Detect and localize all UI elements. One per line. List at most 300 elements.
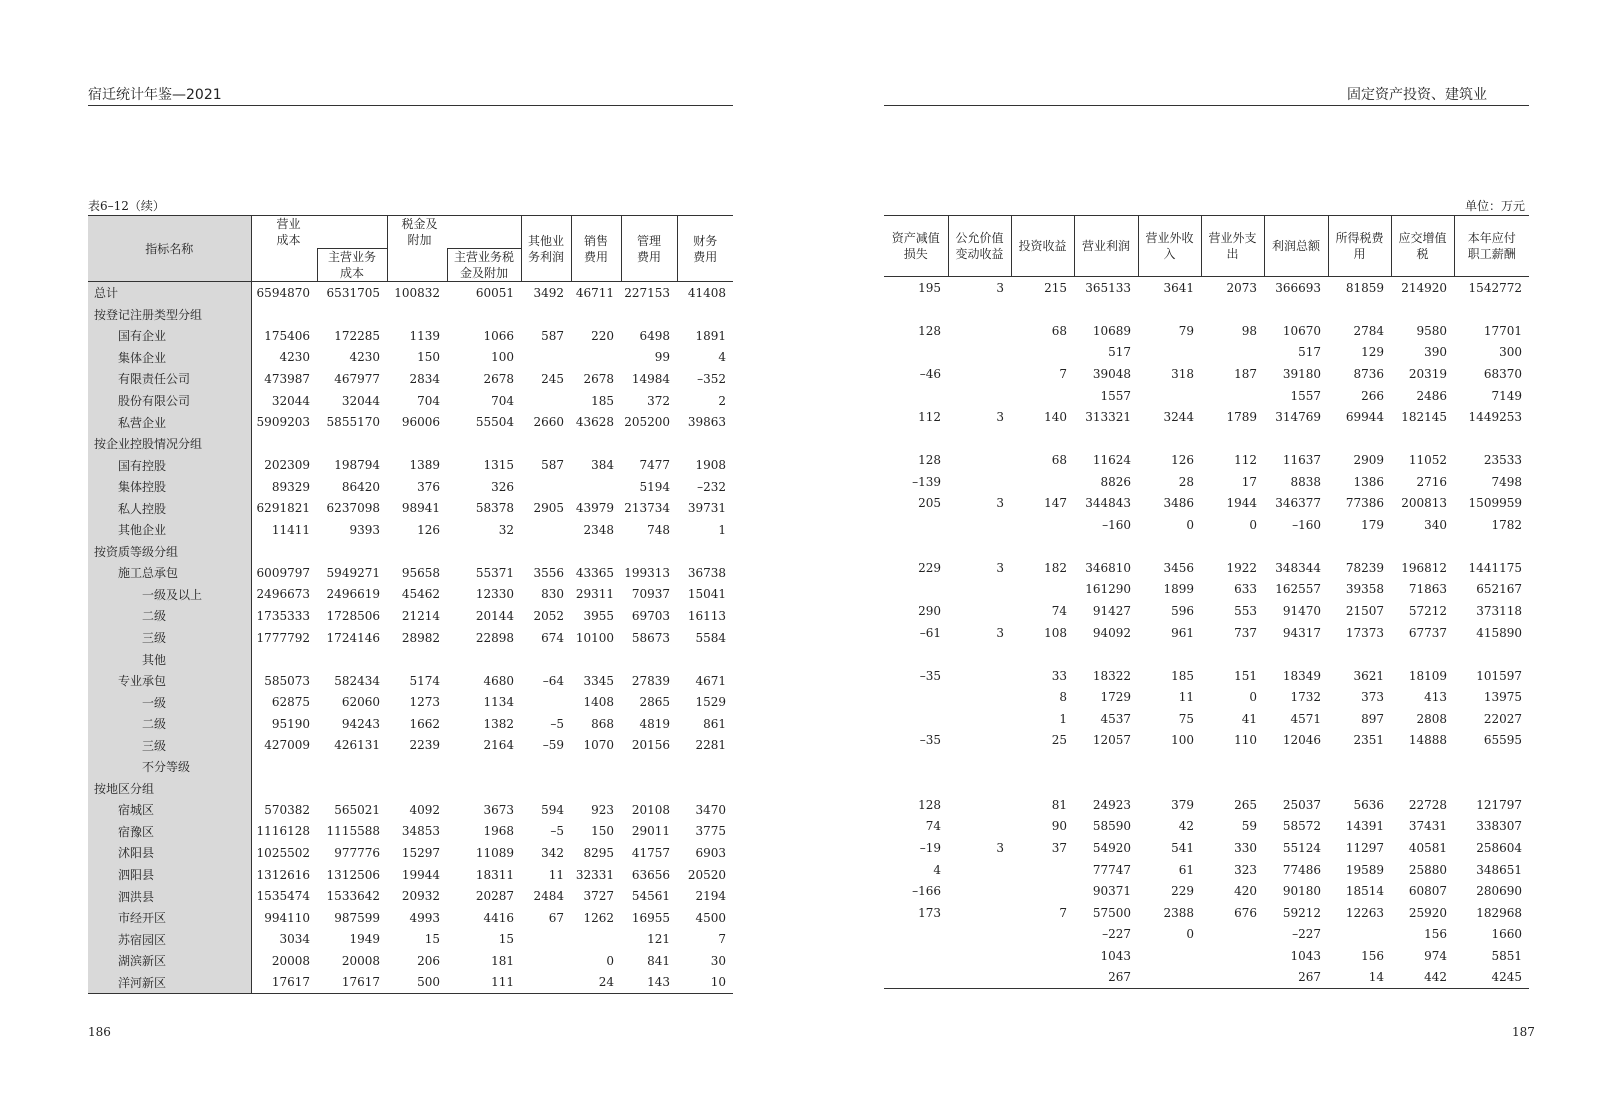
cell: 1116128 bbox=[256, 824, 310, 839]
cell bbox=[571, 433, 621, 455]
cell: 4537 bbox=[1100, 711, 1131, 726]
cell bbox=[1011, 945, 1074, 967]
cell bbox=[521, 928, 571, 950]
cell: –46 bbox=[919, 366, 941, 381]
cell: 59 bbox=[1241, 819, 1257, 834]
cell: 10689 bbox=[1092, 323, 1131, 338]
cell: 18109 bbox=[1408, 668, 1447, 683]
cell: 57500 bbox=[1092, 905, 1131, 920]
table-row bbox=[884, 514, 1529, 536]
cell bbox=[948, 363, 1011, 385]
cell bbox=[1074, 773, 1138, 795]
cell: 32331 bbox=[575, 867, 614, 882]
cell: 128 bbox=[918, 797, 941, 812]
table-row bbox=[88, 648, 733, 670]
cell: 1529 bbox=[695, 695, 726, 710]
cell bbox=[1328, 428, 1391, 450]
cell: 121 bbox=[647, 932, 670, 947]
cell: 570382 bbox=[264, 802, 310, 817]
cell bbox=[884, 773, 948, 795]
cell: 0 bbox=[1186, 517, 1194, 532]
cell bbox=[1264, 536, 1328, 558]
cell: 39731 bbox=[687, 501, 726, 516]
cell: 179 bbox=[1361, 517, 1384, 532]
cell: 596 bbox=[1171, 603, 1194, 618]
cell: 4680 bbox=[483, 673, 514, 688]
cell: 70937 bbox=[631, 587, 670, 602]
cell: 861 bbox=[703, 716, 726, 731]
cell: 63656 bbox=[631, 867, 670, 882]
cell bbox=[948, 536, 1011, 558]
cell bbox=[1138, 536, 1201, 558]
cell: 3486 bbox=[1163, 496, 1194, 511]
cell: 90371 bbox=[1092, 884, 1131, 899]
cell bbox=[251, 778, 317, 800]
cell: 58378 bbox=[475, 501, 514, 516]
cell: 1312616 bbox=[256, 867, 310, 882]
cell: 2716 bbox=[1416, 474, 1447, 489]
table-row bbox=[88, 304, 733, 326]
cell: 3 bbox=[996, 560, 1004, 575]
cell: 1557 bbox=[1100, 388, 1131, 403]
cell: 128 bbox=[918, 453, 941, 468]
cell: 9580 bbox=[1416, 323, 1447, 338]
cell: 21214 bbox=[401, 608, 440, 623]
cell: 182968 bbox=[1476, 905, 1522, 920]
cell: 330 bbox=[1234, 840, 1257, 855]
cell: 0 bbox=[1186, 927, 1194, 942]
cell: 373 bbox=[1361, 690, 1384, 705]
cell bbox=[948, 299, 1011, 321]
cell bbox=[317, 433, 387, 455]
cell: 19589 bbox=[1345, 862, 1384, 877]
row-label: 不分等级 bbox=[88, 756, 251, 778]
right-col-header: 投资收益 bbox=[1011, 216, 1074, 277]
cell bbox=[1391, 299, 1454, 321]
table-row bbox=[884, 643, 1529, 665]
cell: 14984 bbox=[631, 371, 670, 386]
cell: 19944 bbox=[401, 867, 440, 882]
table-row bbox=[88, 347, 733, 369]
cell: 17 bbox=[1241, 474, 1257, 489]
cell: 346810 bbox=[1085, 560, 1131, 575]
cell bbox=[884, 579, 948, 601]
cell bbox=[1328, 536, 1391, 558]
cell: 5855170 bbox=[326, 415, 380, 430]
cell bbox=[948, 902, 1011, 924]
cell: 199313 bbox=[624, 565, 670, 580]
cell: 143 bbox=[621, 972, 677, 994]
cell: –35 bbox=[919, 733, 941, 748]
cell bbox=[1011, 923, 1074, 945]
cell: 2239 bbox=[409, 738, 440, 753]
cell: 1066 bbox=[483, 328, 514, 343]
cell: 977776 bbox=[334, 845, 380, 860]
cell: 121797 bbox=[1476, 797, 1522, 812]
cell bbox=[317, 541, 387, 563]
cell: 94092 bbox=[1092, 625, 1131, 640]
table-row bbox=[884, 385, 1529, 407]
cell: 841 bbox=[647, 953, 670, 968]
cell: 78239 bbox=[1345, 560, 1384, 575]
cell: 90180 bbox=[1282, 884, 1321, 899]
cell bbox=[1328, 923, 1391, 945]
cell: 2808 bbox=[1416, 711, 1447, 726]
cell: 43365 bbox=[575, 565, 614, 580]
cell: 1273 bbox=[409, 695, 440, 710]
cell: 265 bbox=[1234, 797, 1257, 812]
table-row bbox=[884, 471, 1529, 493]
cell bbox=[948, 729, 1011, 751]
cell: 206 bbox=[417, 953, 440, 968]
cell: 1557 bbox=[1290, 388, 1321, 403]
cell: 2281 bbox=[695, 738, 726, 753]
cell bbox=[1138, 428, 1201, 450]
table-row bbox=[88, 885, 733, 907]
cell bbox=[1074, 299, 1138, 321]
cell: 0 bbox=[1249, 517, 1257, 532]
cell bbox=[1074, 643, 1138, 665]
cell bbox=[1074, 751, 1138, 773]
cell: 1262 bbox=[583, 910, 614, 925]
cell: 11 bbox=[1178, 690, 1194, 705]
table-row bbox=[88, 928, 733, 950]
right-col-header: 应交增值税 bbox=[1391, 216, 1454, 277]
cell: 205200 bbox=[624, 415, 670, 430]
cell bbox=[1201, 385, 1264, 407]
cell: 96006 bbox=[401, 415, 440, 430]
cell bbox=[521, 390, 571, 412]
cell: 25037 bbox=[1282, 797, 1321, 812]
cell bbox=[1391, 643, 1454, 665]
cell: 500 bbox=[387, 972, 447, 994]
row-label: 国有控股 bbox=[88, 454, 251, 476]
cell: 17373 bbox=[1345, 625, 1384, 640]
cell bbox=[948, 579, 1011, 601]
cell: 3244 bbox=[1163, 410, 1194, 425]
cell bbox=[621, 756, 677, 778]
col-header-tax-surcharge: 税金及附加 bbox=[387, 216, 521, 249]
cell: 15297 bbox=[401, 845, 440, 860]
cell: 5174 bbox=[409, 673, 440, 688]
cell: 81859 bbox=[1345, 280, 1384, 295]
cell bbox=[571, 476, 621, 498]
cell: 28982 bbox=[401, 630, 440, 645]
cell: 2905 bbox=[533, 501, 564, 516]
cell: 314769 bbox=[1275, 410, 1321, 425]
cell bbox=[621, 433, 677, 455]
cell: 11624 bbox=[1092, 453, 1131, 468]
cell: 868 bbox=[591, 716, 614, 731]
cell bbox=[1264, 643, 1328, 665]
cell: –232 bbox=[697, 479, 726, 494]
cell: 55124 bbox=[1282, 840, 1321, 855]
cell: 442 bbox=[1391, 967, 1454, 989]
cell: 55371 bbox=[475, 565, 514, 580]
table-row bbox=[88, 584, 733, 606]
row-label: 施工总承包 bbox=[88, 562, 251, 584]
cell bbox=[1011, 536, 1074, 558]
cell bbox=[1011, 579, 1074, 601]
cell: 81 bbox=[1051, 797, 1067, 812]
cell: 100832 bbox=[394, 285, 440, 300]
row-label: 一级 bbox=[88, 691, 251, 713]
right-col-header: 利润总额 bbox=[1264, 216, 1328, 277]
cell: 3 bbox=[996, 280, 1004, 295]
cell: 94243 bbox=[341, 716, 380, 731]
col-header-main-cost: 主营业务成本 bbox=[317, 249, 387, 282]
cell bbox=[884, 536, 948, 558]
cell bbox=[521, 756, 571, 778]
cell: 427009 bbox=[264, 738, 310, 753]
cell: 6903 bbox=[695, 845, 726, 860]
cell: 1662 bbox=[409, 716, 440, 731]
cell: 18311 bbox=[475, 867, 514, 882]
cell: 39358 bbox=[1345, 582, 1384, 597]
cell: 3470 bbox=[695, 802, 726, 817]
cell: 3 bbox=[996, 840, 1004, 855]
cell: 150 bbox=[417, 350, 440, 365]
cell bbox=[251, 433, 317, 455]
cell: 15 bbox=[498, 932, 514, 947]
cell: 11297 bbox=[1345, 840, 1384, 855]
cell bbox=[1264, 751, 1328, 773]
cell bbox=[317, 304, 387, 326]
table-row bbox=[884, 708, 1529, 730]
cell: –139 bbox=[912, 474, 941, 489]
cell: 3 bbox=[996, 496, 1004, 511]
cell bbox=[1011, 299, 1074, 321]
cell: 0 bbox=[606, 953, 614, 968]
cell: 2348 bbox=[583, 522, 614, 537]
cell: 748 bbox=[647, 522, 670, 537]
cell: 61 bbox=[1178, 862, 1194, 877]
table-row bbox=[88, 691, 733, 713]
table-row bbox=[88, 605, 733, 627]
cell bbox=[571, 541, 621, 563]
cell: 151 bbox=[1234, 668, 1257, 683]
table-row bbox=[88, 950, 733, 972]
cell: 74 bbox=[925, 819, 941, 834]
cell: 59212 bbox=[1282, 905, 1321, 920]
cell: 1949 bbox=[349, 932, 380, 947]
cell: 994110 bbox=[264, 910, 310, 925]
cell: 426131 bbox=[334, 738, 380, 753]
cell bbox=[948, 880, 1011, 902]
cell: 1139 bbox=[409, 328, 440, 343]
cell: 25920 bbox=[1408, 905, 1447, 920]
cell: 2486 bbox=[1416, 388, 1447, 403]
header-rule-left bbox=[88, 105, 733, 106]
cell: 1449253 bbox=[1468, 410, 1522, 425]
cell bbox=[948, 385, 1011, 407]
cell: 2865 bbox=[639, 695, 670, 710]
cell: 20108 bbox=[631, 802, 670, 817]
cell: 413 bbox=[1424, 690, 1447, 705]
cell: 162557 bbox=[1275, 582, 1321, 597]
cell: 156 bbox=[1424, 927, 1447, 942]
cell bbox=[521, 541, 571, 563]
cell: 200813 bbox=[1401, 496, 1447, 511]
cell: 3034 bbox=[279, 932, 310, 947]
table-row bbox=[88, 972, 733, 994]
cell bbox=[1454, 751, 1529, 773]
cell: 39048 bbox=[1092, 366, 1131, 381]
cell: 161290 bbox=[1085, 582, 1131, 597]
table-row bbox=[88, 864, 733, 886]
cell: 300 bbox=[1499, 345, 1522, 360]
cell: 5636 bbox=[1353, 797, 1384, 812]
table-row bbox=[884, 923, 1529, 945]
cell bbox=[387, 304, 447, 326]
cell bbox=[948, 816, 1011, 838]
row-label: 市经开区 bbox=[88, 907, 251, 929]
cell bbox=[948, 600, 1011, 622]
cell: 98941 bbox=[401, 501, 440, 516]
cell: 25880 bbox=[1408, 862, 1447, 877]
cell: 77486 bbox=[1282, 862, 1321, 877]
cell: 41757 bbox=[631, 845, 670, 860]
cell: 16955 bbox=[631, 910, 670, 925]
cell bbox=[521, 972, 571, 994]
cell: 112 bbox=[918, 410, 941, 425]
cell: 2 bbox=[718, 393, 726, 408]
cell bbox=[1011, 514, 1074, 536]
cell: 175406 bbox=[264, 328, 310, 343]
cell: 4 bbox=[718, 350, 726, 365]
row-label: 宿豫区 bbox=[88, 821, 251, 843]
table-row bbox=[884, 729, 1529, 751]
cell: 2164 bbox=[483, 738, 514, 753]
cell bbox=[1201, 945, 1264, 967]
cell: 674 bbox=[541, 630, 564, 645]
cell: 34853 bbox=[401, 824, 440, 839]
table-row bbox=[884, 622, 1529, 644]
cell bbox=[521, 347, 571, 369]
table-row bbox=[88, 541, 733, 563]
row-label: 一级及以上 bbox=[88, 584, 251, 606]
cell bbox=[521, 648, 571, 670]
cell: 987599 bbox=[334, 910, 380, 925]
cell: 342 bbox=[541, 845, 564, 860]
cell: 346377 bbox=[1275, 496, 1321, 511]
cell: 3727 bbox=[583, 889, 614, 904]
cell bbox=[447, 304, 521, 326]
cell bbox=[884, 708, 948, 730]
cell bbox=[1138, 751, 1201, 773]
cell bbox=[1074, 428, 1138, 450]
cell: 280690 bbox=[1476, 884, 1522, 899]
cell bbox=[1011, 967, 1074, 989]
cell: 1724146 bbox=[326, 630, 380, 645]
cell bbox=[1011, 859, 1074, 881]
table-row bbox=[88, 756, 733, 778]
cell bbox=[948, 794, 1011, 816]
cell: 16113 bbox=[687, 608, 726, 623]
table-row bbox=[884, 945, 1529, 967]
cell bbox=[948, 665, 1011, 687]
cell: 0 bbox=[1249, 690, 1257, 705]
row-label: 三级 bbox=[88, 734, 251, 756]
cell bbox=[884, 428, 948, 450]
cell: 17617 bbox=[251, 972, 317, 994]
row-label: 三级 bbox=[88, 627, 251, 649]
cell: 4500 bbox=[695, 910, 726, 925]
cell: 68 bbox=[1051, 453, 1067, 468]
cell: 313321 bbox=[1085, 410, 1131, 425]
table-row bbox=[88, 670, 733, 692]
cell bbox=[571, 648, 621, 670]
cell bbox=[447, 433, 521, 455]
cell bbox=[251, 648, 317, 670]
cell: 29011 bbox=[631, 824, 670, 839]
table-row bbox=[88, 734, 733, 756]
cell: 1732 bbox=[1290, 690, 1321, 705]
cell: 214920 bbox=[1401, 280, 1447, 295]
right-col-header: 营业外支出 bbox=[1201, 216, 1264, 277]
table-row bbox=[884, 967, 1529, 989]
cell bbox=[521, 691, 571, 713]
cell: 198794 bbox=[334, 458, 380, 473]
cell: 20144 bbox=[475, 608, 514, 623]
cell: –35 bbox=[919, 668, 941, 683]
row-label: 总计 bbox=[88, 282, 251, 304]
cell: 348344 bbox=[1275, 560, 1321, 575]
cell bbox=[1328, 299, 1391, 321]
cell: 1389 bbox=[409, 458, 440, 473]
cell: 594 bbox=[541, 802, 564, 817]
col-header-admin-expense: 管理费用 bbox=[621, 216, 677, 282]
cell: 8826 bbox=[1100, 474, 1131, 489]
table-row bbox=[88, 562, 733, 584]
cell bbox=[948, 751, 1011, 773]
cell: 27839 bbox=[631, 673, 670, 688]
table-row bbox=[88, 799, 733, 821]
cell bbox=[884, 945, 948, 967]
row-label: 私营企业 bbox=[88, 411, 251, 433]
cell bbox=[677, 648, 733, 670]
col-header-operating-cost: 营业成本 bbox=[251, 216, 387, 249]
cell: 128 bbox=[918, 323, 941, 338]
cell: 2052 bbox=[533, 608, 564, 623]
cell: 156 bbox=[1361, 948, 1384, 963]
cell bbox=[1011, 471, 1074, 493]
cell: 4571 bbox=[1290, 711, 1321, 726]
cell bbox=[1138, 643, 1201, 665]
cell: 37431 bbox=[1408, 819, 1447, 834]
cell: 21507 bbox=[1345, 603, 1384, 618]
cell: 517 bbox=[1108, 345, 1131, 360]
cell: 1509959 bbox=[1468, 496, 1522, 511]
cell: 5909203 bbox=[256, 415, 310, 430]
cell: 961 bbox=[1171, 625, 1194, 640]
cell bbox=[1201, 643, 1264, 665]
cell bbox=[1391, 536, 1454, 558]
cell: 111 bbox=[447, 972, 521, 994]
cell bbox=[1454, 773, 1529, 795]
cell: 182 bbox=[1044, 560, 1067, 575]
cell: 187 bbox=[1234, 366, 1257, 381]
cell bbox=[948, 471, 1011, 493]
cell: 8736 bbox=[1353, 366, 1384, 381]
cell bbox=[251, 304, 317, 326]
cell: 565021 bbox=[334, 802, 380, 817]
right-col-header: 本年应付职工薪酬 bbox=[1454, 216, 1529, 277]
table-row bbox=[884, 406, 1529, 428]
cell bbox=[1201, 751, 1264, 773]
cell: 14391 bbox=[1345, 819, 1384, 834]
table-row bbox=[884, 837, 1529, 859]
